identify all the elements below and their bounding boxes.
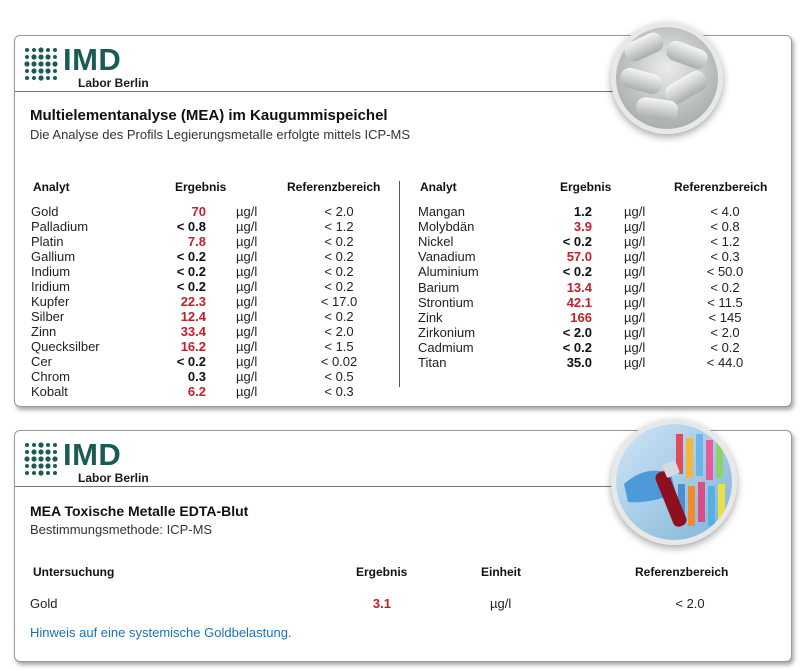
unit: µg/l (624, 264, 646, 280)
reference-range: < 1.2 (324, 219, 354, 234)
unit: µg/l (624, 324, 646, 340)
reference-range: < 0.02 (320, 354, 358, 369)
report-card-blood (14, 430, 792, 662)
reference-range: < 50.0 (706, 264, 744, 280)
header-divider (15, 91, 615, 92)
col-header-reference: Referenzbereich (287, 180, 381, 194)
unit: µg/l (236, 339, 258, 354)
unit: µg/l (624, 204, 646, 219)
logo-text: IMD (63, 437, 122, 472)
result-value: < 0.2 (562, 234, 592, 250)
unit: µg/l (624, 294, 646, 310)
analyte-name: Cadmium (418, 339, 474, 355)
unit: µg/l (624, 249, 646, 265)
col-header-reference: Referenzbereich (635, 565, 729, 579)
imd-dots-icon (23, 46, 63, 82)
unit: µg/l (236, 354, 258, 369)
result-value: 22.3 (180, 294, 206, 309)
imd-logo (23, 42, 183, 90)
result-value: < 0.2 (562, 339, 592, 355)
reference-range: < 2.0 (324, 324, 354, 339)
col-header-result-right: Ergebnis (560, 180, 612, 194)
reference-range: < 2.0 (324, 204, 354, 219)
result-value: 42.1 (566, 294, 592, 310)
unit: µg/l (236, 369, 258, 384)
analyte-name: Cer (31, 354, 52, 369)
chewing-gum-photo (611, 22, 723, 134)
report-title: MEA Toxische Metalle EDTA-Blut (30, 503, 249, 519)
result-value: 35.0 (566, 355, 592, 370)
analyte-name: Molybdän (418, 219, 475, 235)
unit: µg/l (236, 324, 258, 339)
unit: µg/l (236, 384, 258, 399)
reference-range: < 17.0 (320, 294, 358, 309)
unit: µg/l (624, 339, 646, 355)
reference-range: < 1.2 (710, 234, 740, 250)
result-value: 3.1 (372, 596, 391, 611)
analyte-name: Quecksilber (31, 339, 100, 354)
analyte-name: Vanadium (418, 249, 476, 265)
unit: µg/l (236, 309, 258, 324)
unit: µg/l (236, 264, 258, 279)
reference-range: < 0.2 (324, 264, 354, 279)
reference-range: < 145 (708, 309, 742, 325)
analyte-name: Kupfer (31, 294, 70, 309)
logo-text: IMD (63, 42, 122, 77)
unit: µg/l (236, 249, 258, 264)
reference-range: < 4.0 (710, 204, 740, 219)
report-subtitle: Die Analyse des Profils Legierungsmetalle erfolgte mittels ICP-MS (30, 127, 411, 142)
unit: µg/l (624, 234, 646, 250)
result-value: < 0.2 (562, 264, 592, 280)
analyte-name: Silber (31, 309, 65, 324)
analyte-name: Nickel (418, 234, 454, 250)
reference-range: < 44.0 (706, 355, 744, 370)
reference-range: < 0.2 (324, 309, 354, 324)
analyte-name: Aluminium (418, 264, 479, 280)
result-value: 3.9 (573, 219, 592, 235)
analyte-name: Palladium (31, 219, 89, 234)
result-value: < 0.2 (176, 354, 206, 369)
analyte-name: Indium (31, 264, 71, 279)
analyte-name: Gallium (31, 249, 76, 264)
analyte-name: Zirkonium (418, 324, 476, 340)
reference-range: < 0.2 (324, 234, 354, 249)
reference-range: < 0.2 (324, 249, 354, 264)
analyte-name: Mangan (418, 204, 465, 219)
col-header-result: Ergebnis (356, 565, 408, 579)
test-name: Gold (30, 596, 58, 611)
result-value: 7.8 (187, 234, 206, 249)
unit: µg/l (624, 309, 646, 325)
analyte-name: Platin (31, 234, 64, 249)
unit: µg/l (624, 219, 646, 235)
reference-range: < 2.0 (675, 596, 705, 611)
unit: µg/l (236, 219, 258, 234)
result-value: 13.4 (566, 279, 592, 295)
unit: µg/l (624, 279, 646, 295)
reference-range: < 0.2 (710, 339, 740, 355)
col-header-analyte: Analyt (33, 180, 70, 194)
imd-dots-icon (23, 441, 63, 477)
analyte-name: Kobalt (31, 384, 68, 399)
reference-range: < 0.3 (710, 249, 740, 265)
logo-subtitle: Labor Berlin (78, 471, 149, 485)
reference-range: < 0.8 (710, 219, 740, 235)
analyte-name: Chrom (31, 369, 71, 384)
result-value: < 0.2 (176, 264, 206, 279)
result-value: < 0.8 (176, 219, 206, 234)
report-title: Multielementanalyse (MEA) im Kaugummispeichel (30, 107, 388, 124)
result-value: < 0.2 (176, 279, 206, 294)
result-value: 12.4 (180, 309, 206, 324)
unit: µg/l (236, 234, 258, 249)
col-header-result: Ergebnis (175, 180, 227, 194)
report-card-saliva (14, 35, 792, 407)
result-value: 6.2 (187, 384, 206, 399)
col-header-reference-right: Referenzbereich (674, 180, 768, 194)
unit: µg/l (236, 204, 258, 219)
result-value: < 2.0 (562, 324, 592, 340)
reference-range: < 0.2 (324, 279, 354, 294)
reference-range: < 1.5 (324, 339, 354, 354)
reference-range: < 0.2 (710, 279, 740, 295)
analyte-name: Zinn (31, 324, 57, 339)
unit: µg/l (490, 596, 512, 611)
logo-subtitle: Labor Berlin (78, 76, 149, 90)
analyte-name: Iridium (31, 279, 71, 294)
analyte-name: Zink (418, 309, 443, 325)
result-value: 16.2 (180, 339, 206, 354)
result-value: 1.2 (573, 204, 592, 219)
result-value: 33.4 (180, 324, 206, 339)
unit: µg/l (236, 279, 258, 294)
analyte-name: Barium (418, 279, 460, 295)
reference-range: < 0.5 (324, 369, 354, 384)
blood-tubes-photo (611, 419, 737, 545)
table-divider (399, 181, 400, 387)
header-divider (15, 486, 615, 487)
result-value: 70 (191, 204, 206, 219)
result-value: < 0.2 (176, 249, 206, 264)
reference-range: < 0.3 (324, 384, 354, 399)
unit: µg/l (624, 355, 646, 370)
reference-range: < 11.5 (707, 294, 743, 310)
analyte-name: Strontium (418, 294, 474, 310)
result-value: 166 (570, 309, 592, 325)
result-value: 0.3 (187, 369, 206, 384)
report-subtitle: Bestimmungsmethode: ICP-MS (30, 522, 213, 537)
col-header-analyte-right: Analyt (420, 180, 457, 194)
analyte-name: Gold (31, 204, 59, 219)
result-value: 57.0 (566, 249, 592, 265)
col-header-unit: Einheit (481, 565, 522, 579)
imd-logo (23, 437, 183, 485)
analyte-name: Titan (418, 355, 447, 370)
col-header-test: Untersuchung (33, 565, 115, 579)
result-note: Hinweis auf eine systemische Goldbelastung. (30, 625, 292, 640)
reference-range: < 2.0 (710, 324, 740, 340)
unit: µg/l (236, 294, 258, 309)
